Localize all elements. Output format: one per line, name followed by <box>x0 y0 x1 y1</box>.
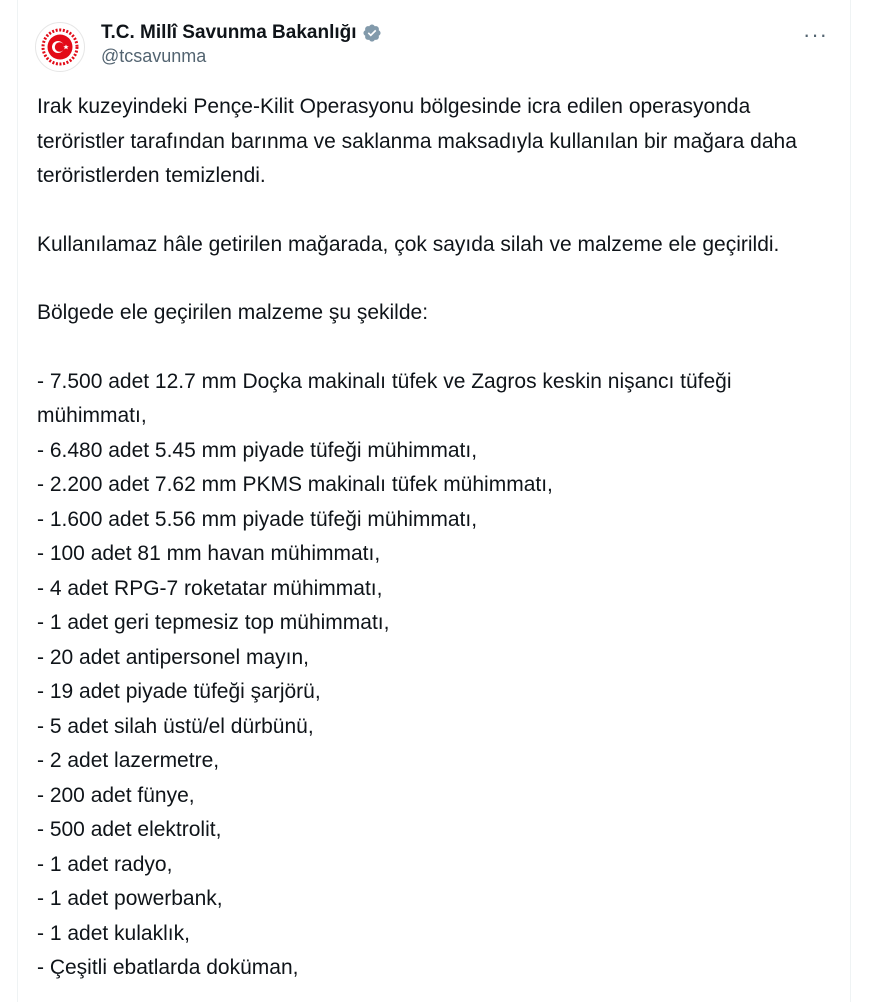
list-item: - 6.480 adet 5.45 mm piyade tüfeği mühimmatı, <box>37 438 478 462</box>
tweet-header <box>18 12 850 72</box>
more-options-icon[interactable]: ··· <box>803 22 828 47</box>
seized-items-list <box>37 365 827 986</box>
list-item: - 1 adet powerbank, <box>37 887 223 910</box>
list-item: - 200 adet fünye, <box>37 783 195 807</box>
list-item: - 2.200 adet 7.62 mm PKMS makinalı tüfek mühimmatı, <box>37 473 553 496</box>
ministry-emblem-icon <box>41 28 79 66</box>
avatar[interactable] <box>35 22 85 72</box>
list-item: - 100 adet 81 mm havan mühimmatı, <box>37 542 381 565</box>
list-item: - 1.600 adet 5.56 mm piyade tüfeği mühimmatı, <box>37 507 478 531</box>
name-row <box>101 20 382 46</box>
list-item: - 19 adet piyade tüfeği şarjörü, <box>37 680 321 703</box>
list-item: - 4 adet RPG-7 roketatar mühimmatı, <box>37 576 383 600</box>
tweet-text <box>37 90 827 986</box>
display-name[interactable]: T.C. Millî Savunma Bakanlığı <box>101 22 357 43</box>
list-item: - 7.500 adet 12.7 mm Doçka makinalı tüfek ve Zagros keskin nişancı tüfeği mühimmatı, <box>37 369 732 427</box>
list-item: - 20 adet antipersonel mayın, <box>37 645 309 669</box>
list-item: - 5 adet silah üstü/el dürbünü, <box>37 714 314 738</box>
list-item: - 500 adet elektrolit, <box>37 818 222 841</box>
list-item: - 1 adet geri tepmesiz top mühimmatı, <box>37 611 390 634</box>
verified-badge-icon <box>362 23 382 43</box>
list-item: - 1 adet kulaklık, <box>37 921 190 945</box>
tweet-card <box>17 0 851 1002</box>
list-item: - 1 adet radyo, <box>37 852 173 876</box>
tweet-paragraph: Kullanılamaz hâle getirilen mağarada, çok sayıda silah ve malzeme ele geçirildi. <box>37 232 780 256</box>
account-handle[interactable]: @tcsavunma <box>101 46 207 66</box>
list-item: - 2 adet lazermetre, <box>37 749 220 772</box>
tweet-paragraph: Bölgede ele geçirilen malzeme şu şekilde: <box>37 301 429 324</box>
tweet-paragraph: Irak kuzeyindeki Pençe-Kilit Operasyonu bölgesinde icra edilen operasyonda teröristler tarafından barınma ve saklanma maksadıyla kullanılan bir mağara daha teröristlerden temizlendi. <box>37 95 797 187</box>
list-item: - Çeşitli ebatlarda doküman, <box>37 956 299 979</box>
